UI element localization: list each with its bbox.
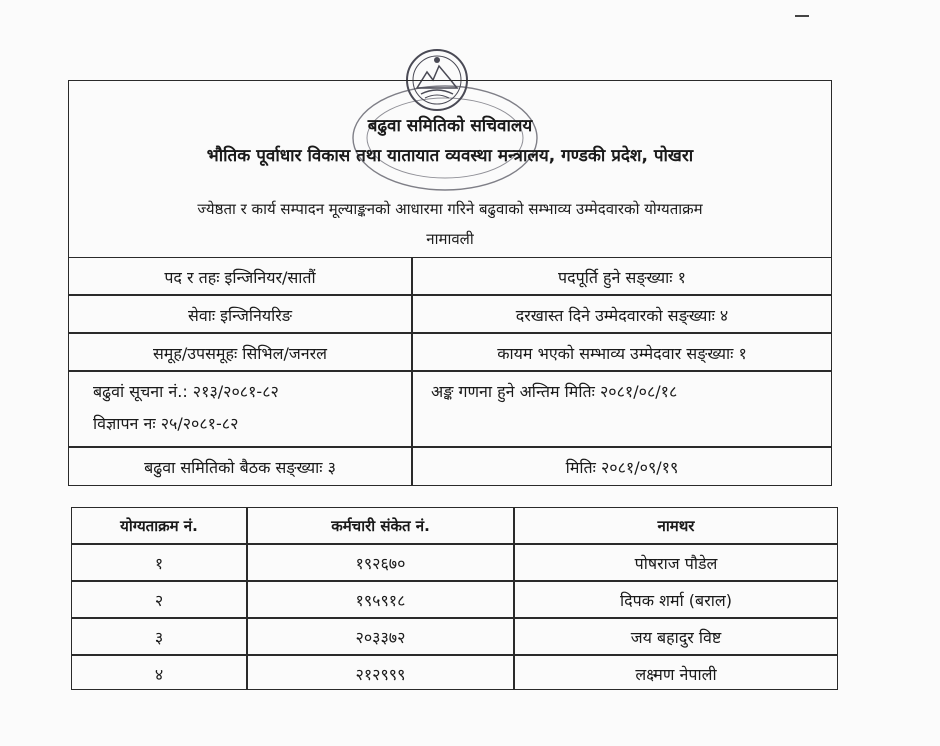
grid-rule [69,294,831,296]
row-name: दिपक शर्मा (बराल) [620,591,732,610]
list-description-cont: नामावली [426,230,474,248]
row-employee-code: १९५९१८ [355,591,406,610]
vacancy-count: पदपूर्ति हुने सङ्ख्याः १ [558,268,686,287]
eligible-count: कायम भएको सम्भाव्य उम्मेदवार सङ्ख्याः १ [497,344,747,363]
ministry-title: भौतिक पूर्वाधार विकास तथा यातायात व्यवस्था मन्त्रालय, गण्डकी प्रदेश, पोखरा [206,146,694,166]
header-employee-code: कर्मचारी संकेत नं. [331,517,430,535]
row-rule [72,580,837,582]
row-rank: ३ [154,628,164,647]
row-name: लक्ष्मण नेपाली [635,665,717,684]
grid-rule [69,370,831,372]
row-rule [72,617,837,619]
document-header [68,80,832,258]
post-level: पद र तहः इन्जिनियर/सातौं [164,268,316,287]
row-rule [72,543,837,545]
row-rank: ४ [154,665,164,684]
last-count-date: अङ्क गणना हुने अन्तिम मितिः २०८१/०८/१८ [431,382,678,401]
meeting-date: मितिः २०८१/०९/१९ [565,458,679,477]
applicant-count: दरखास्त दिने उम्मेदवारको सङ्ख्याः ४ [515,306,729,325]
list-description: ज्येष्ठता र कार्य सम्पादन मूल्याङ्कनको आधारमा गरिने बढुवाको सम्भाव्य उम्मेदवारको योग्यताक्रम [197,200,703,218]
advertisement-no: विज्ञापन नः २५/२०८१-८२ [93,414,239,433]
row-rank: १ [154,554,164,573]
secretariat-title: बढुवा समितिको सचिवालय [367,116,533,136]
row-name: पोषराज पौडेल [634,554,718,573]
row-rule [72,654,837,656]
grid-rule [69,332,831,334]
candidate-table [71,507,838,690]
row-employee-code: २१२९९९ [355,665,406,684]
group-subgroup: समूह/उपसमूहः सिभिल/जनरल [152,344,328,363]
meeting-number: बढुवा समितिको बैठक सङ्ख्याः ३ [144,458,336,477]
grid-divider [411,258,413,485]
row-employee-code: २०३३७२ [355,628,406,647]
row-rank: २ [154,591,164,610]
row-name: जय बहादुर विष्ट [630,628,722,647]
row-employee-code: १९२६७० [355,554,406,573]
scan-mark [795,15,809,17]
service: सेवाः इन्जिनियरिङ [188,306,292,325]
header-name: नामथर [657,517,695,535]
header-rank: योग्यताक्रम नं. [120,517,198,535]
promotion-notice-no: बढुवां सूचना नं.: २१३/२०८१-८२ [93,382,279,401]
details-grid [68,258,832,486]
grid-rule [69,446,831,448]
